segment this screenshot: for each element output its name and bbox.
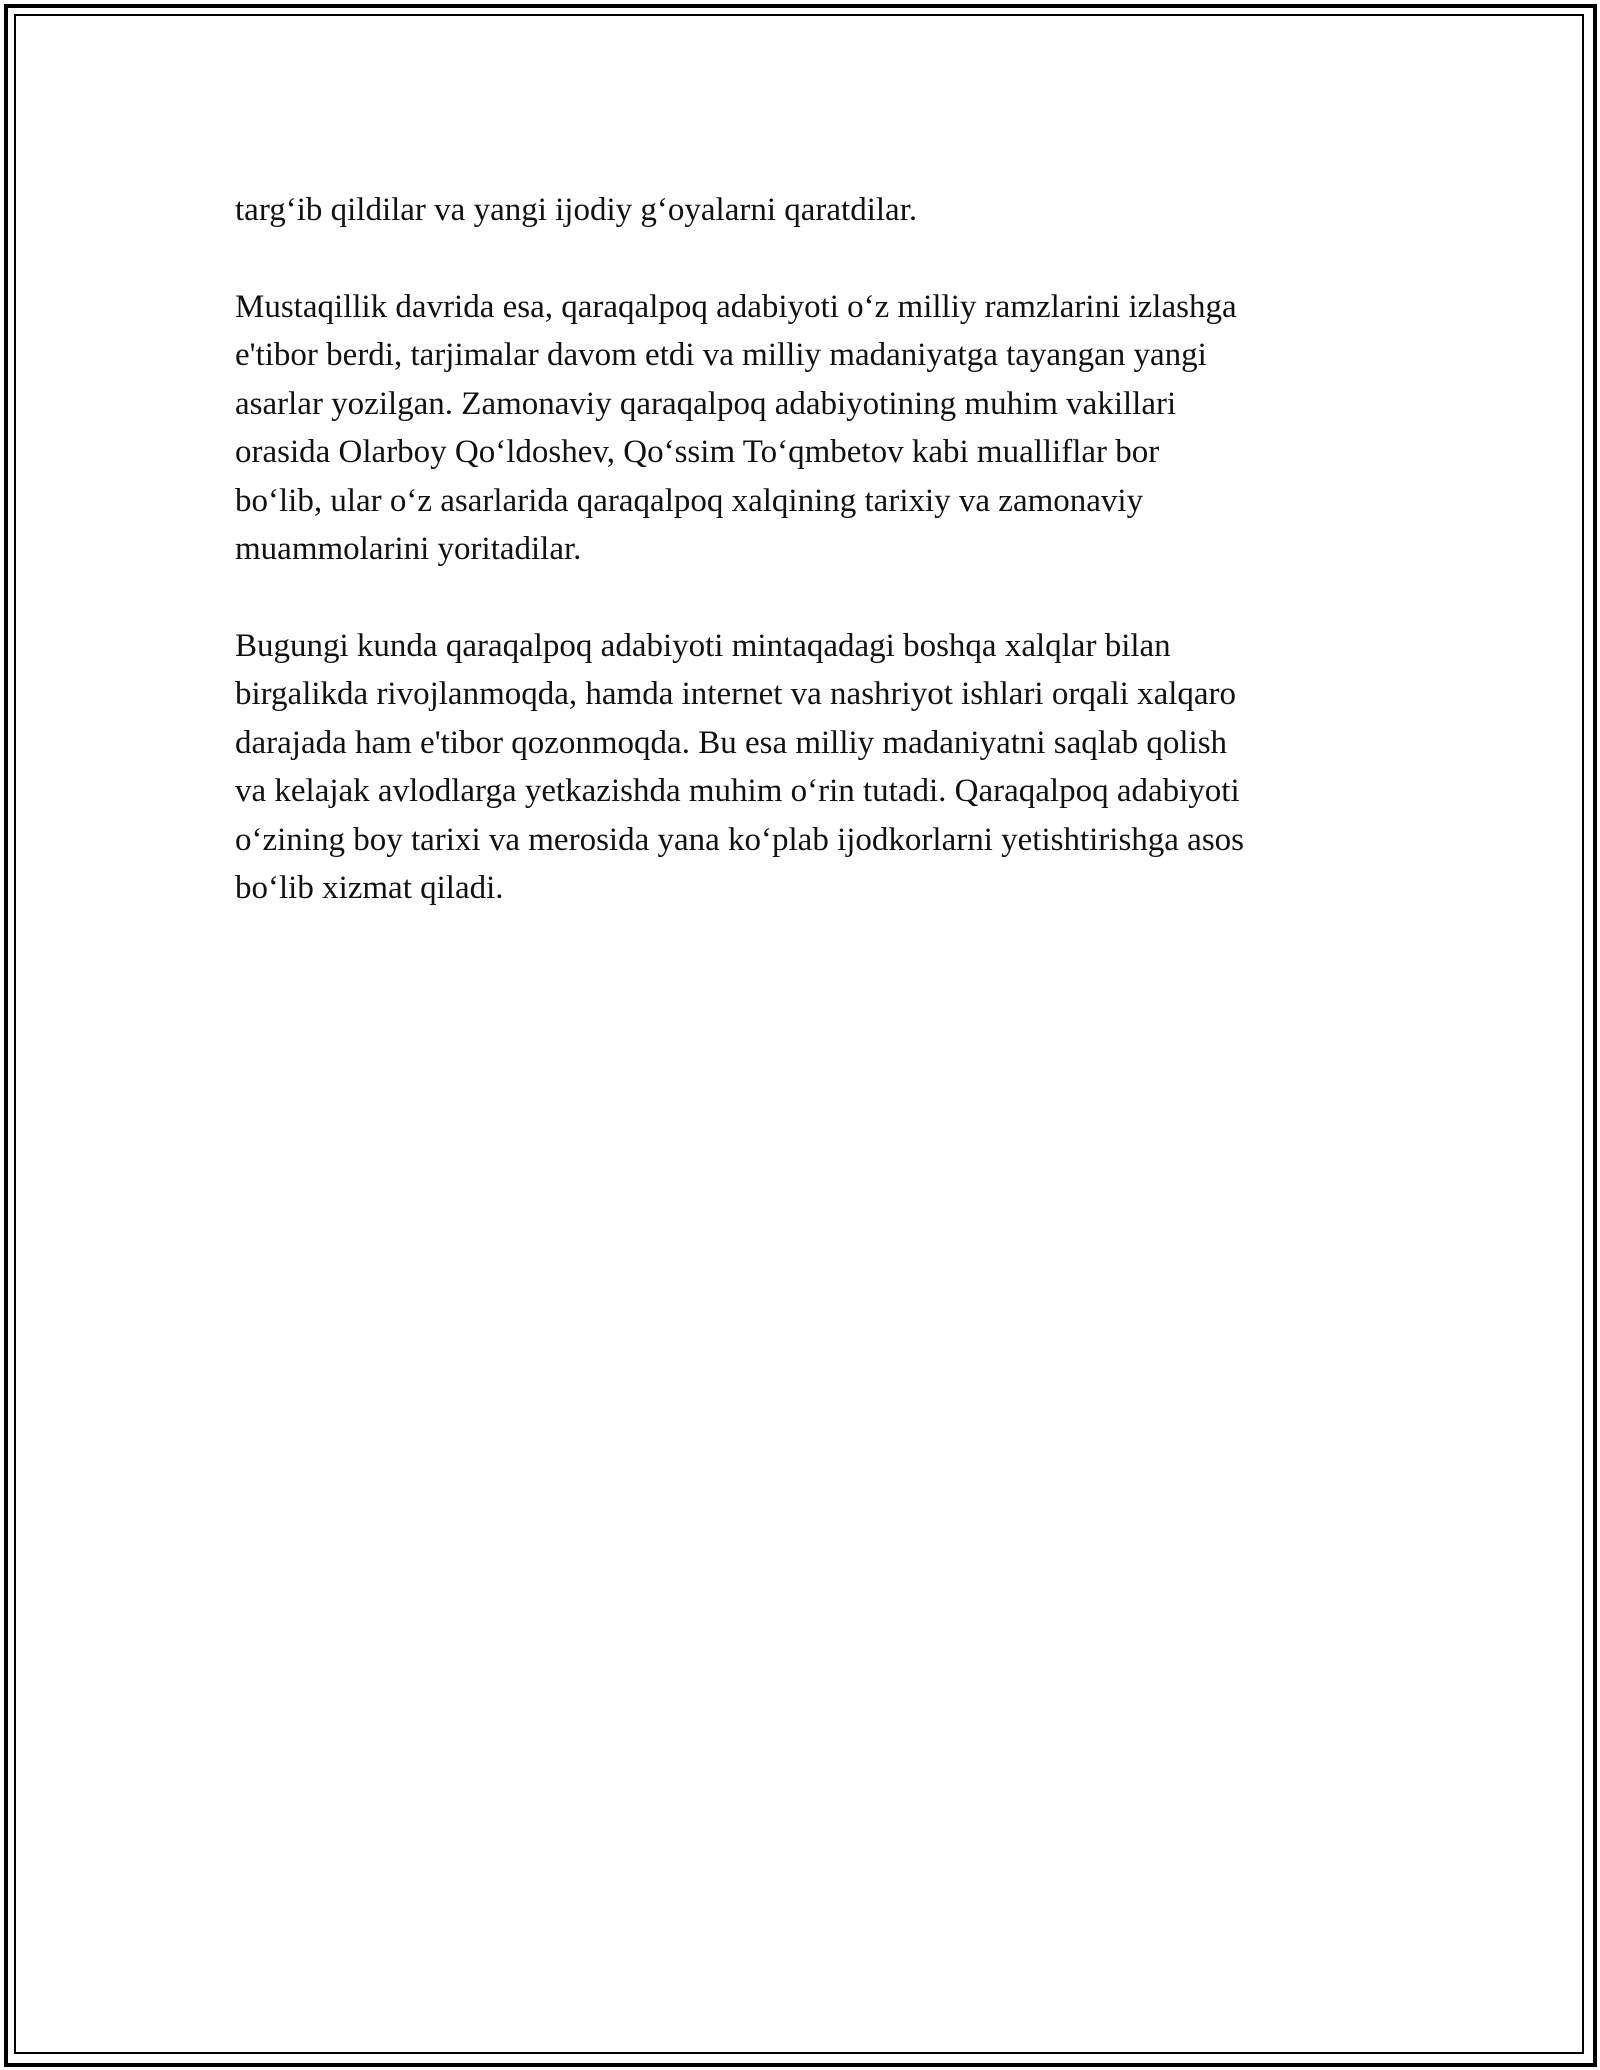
paragraph-1: targ‘ib qildilar va yangi ijodiy g‘oyalarni qaratdilar. xyxy=(235,192,918,228)
paragraph-2: Mustaqillik davrida esa, qaraqalpoq adabiyoti o‘z milliy ramzlarini izlashga e'tibor berdi, tarjimalar davom etdi va milliy madaniyatga tayangan yangi asarlar yozilgan. Zamonaviy qaraqalpoq adabiyotining muhim vakillari orasida Olarboy Qo‘ldoshev, Qo‘ssim To‘qmbetov kabi mualliflar bor bo‘lib, ular o‘z asarlarida qaraqalpoq xalqining tarixiy va zamonaviy muammolarini yoritadilar. xyxy=(235,288,1237,567)
paragraph-3: Bugungi kunda qaraqalpoq adabiyoti mintaqadagi boshqa xalqlar bilan birgalikda rivojlanmoqda, hamda internet va nashriyot ishlari orqali xalqaro darajada ham e'tibor qozonmoqda. Bu esa milliy madaniyatni saqlab qolish va kelajak avlodlarga yetkazishda muhim o‘rin tutadi. Qaraqalpoq adabiyoti o‘zining boy tarixi va merosida yana ko‘plab ijodkorlarni yetishtirishga asos bo‘lib xizmat qiladi. xyxy=(235,627,1245,906)
document-body xyxy=(235,186,1375,961)
